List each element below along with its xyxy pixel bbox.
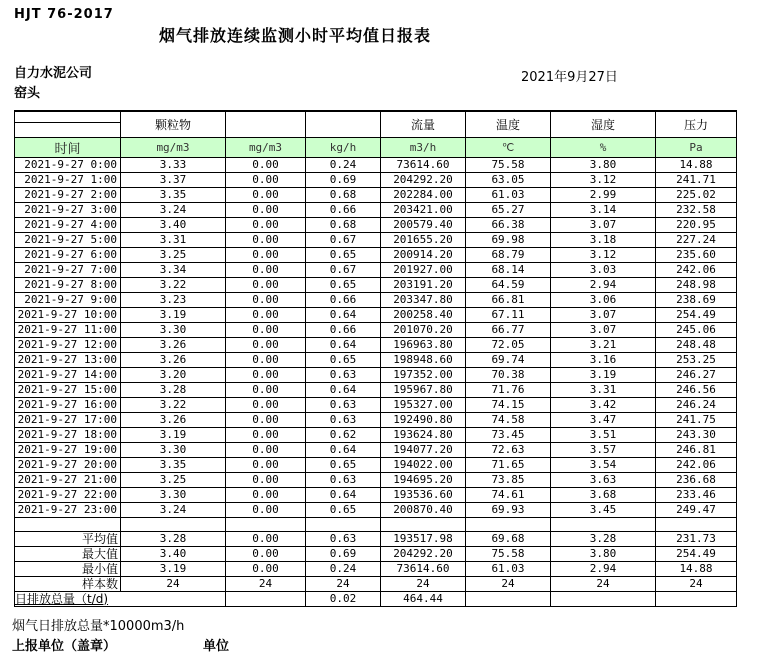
daily-total-cell: 464.44 bbox=[381, 591, 466, 606]
value-cell: 3.28 bbox=[121, 531, 226, 546]
daily-total-cell bbox=[551, 591, 656, 606]
value-cell: 3.16 bbox=[551, 352, 656, 367]
value-cell: 241.75 bbox=[656, 412, 737, 427]
table-row bbox=[15, 337, 737, 352]
value-cell: 24 bbox=[226, 576, 306, 591]
unit-label: 单位 bbox=[203, 639, 230, 654]
value-cell: 3.24 bbox=[121, 202, 226, 217]
value-cell: 3.35 bbox=[121, 187, 226, 202]
summary-label-cell: 平均值 bbox=[15, 531, 121, 546]
summary-label-cell: 样本数 bbox=[15, 576, 121, 591]
value-cell: 201070.20 bbox=[381, 322, 466, 337]
value-cell: 3.22 bbox=[121, 397, 226, 412]
unit-percent: % bbox=[551, 137, 656, 157]
value-cell: 246.81 bbox=[656, 442, 737, 457]
value-cell: 3.07 bbox=[551, 307, 656, 322]
time-cell: 2021-9-27 2:00 bbox=[15, 187, 121, 202]
value-cell: 203191.20 bbox=[381, 277, 466, 292]
value-cell: 3.57 bbox=[551, 442, 656, 457]
value-cell: 3.35 bbox=[121, 457, 226, 472]
value-cell: 3.80 bbox=[551, 546, 656, 561]
value-cell: 192490.80 bbox=[381, 412, 466, 427]
value-cell: 24 bbox=[656, 576, 737, 591]
value-cell: 201655.20 bbox=[381, 232, 466, 247]
value-cell: 227.24 bbox=[656, 232, 737, 247]
value-cell: 73614.60 bbox=[381, 157, 466, 172]
value-cell: 220.95 bbox=[656, 217, 737, 232]
value-cell: 0.66 bbox=[306, 202, 381, 217]
value-cell: 196963.80 bbox=[381, 337, 466, 352]
value-cell: 3.20 bbox=[121, 367, 226, 382]
value-cell: 3.18 bbox=[551, 232, 656, 247]
value-cell: 195327.00 bbox=[381, 397, 466, 412]
unit-header-row bbox=[15, 137, 737, 157]
page-title: 烟气排放连续监测小时平均值日报表 bbox=[159, 26, 432, 45]
table-row bbox=[15, 322, 737, 337]
value-cell: 0.69 bbox=[306, 546, 381, 561]
value-cell: 0.00 bbox=[226, 442, 306, 457]
empty-cell bbox=[551, 517, 656, 531]
value-cell: 202284.00 bbox=[381, 187, 466, 202]
value-cell: 0.00 bbox=[226, 397, 306, 412]
value-cell: 3.30 bbox=[121, 322, 226, 337]
value-cell: 198948.60 bbox=[381, 352, 466, 367]
value-cell: 242.06 bbox=[656, 457, 737, 472]
value-cell: 3.24 bbox=[121, 502, 226, 517]
time-cell: 2021-9-27 22:00 bbox=[15, 487, 121, 502]
value-cell: 0.00 bbox=[226, 232, 306, 247]
time-cell: 2021-9-27 23:00 bbox=[15, 502, 121, 517]
table-row bbox=[15, 172, 737, 187]
empty-cell bbox=[226, 517, 306, 531]
value-cell: 0.63 bbox=[306, 397, 381, 412]
value-cell: 0.00 bbox=[226, 187, 306, 202]
value-cell: 0.63 bbox=[306, 531, 381, 546]
value-cell: 3.30 bbox=[121, 442, 226, 457]
value-cell: 0.00 bbox=[226, 262, 306, 277]
value-cell: 0.00 bbox=[226, 546, 306, 561]
value-cell: 3.31 bbox=[551, 382, 656, 397]
value-cell: 0.00 bbox=[226, 202, 306, 217]
value-cell: 249.47 bbox=[656, 502, 737, 517]
value-cell: 72.63 bbox=[466, 442, 551, 457]
value-cell: 64.59 bbox=[466, 277, 551, 292]
value-cell: 3.33 bbox=[121, 157, 226, 172]
value-cell: 68.14 bbox=[466, 262, 551, 277]
time-cell: 2021-9-27 15:00 bbox=[15, 382, 121, 397]
value-cell: 3.23 bbox=[121, 292, 226, 307]
value-cell: 193517.98 bbox=[381, 531, 466, 546]
empty-cell bbox=[121, 517, 226, 531]
daily-total-cell bbox=[466, 591, 551, 606]
value-cell: 3.54 bbox=[551, 457, 656, 472]
value-cell: 245.06 bbox=[656, 322, 737, 337]
value-cell: 24 bbox=[306, 576, 381, 591]
value-cell: 3.19 bbox=[121, 561, 226, 576]
value-cell: 74.15 bbox=[466, 397, 551, 412]
value-cell: 68.79 bbox=[466, 247, 551, 262]
value-cell: 0.65 bbox=[306, 502, 381, 517]
report-date: 2021年9月27日 bbox=[521, 70, 618, 85]
table-row bbox=[15, 546, 737, 561]
value-cell: 2.94 bbox=[551, 277, 656, 292]
value-cell: 0.64 bbox=[306, 442, 381, 457]
value-cell: 203421.00 bbox=[381, 202, 466, 217]
value-cell: 24 bbox=[551, 576, 656, 591]
value-cell: 73.85 bbox=[466, 472, 551, 487]
value-cell: 0.65 bbox=[306, 352, 381, 367]
value-cell: 0.24 bbox=[306, 561, 381, 576]
value-cell: 3.25 bbox=[121, 247, 226, 262]
time-cell: 2021-9-27 6:00 bbox=[15, 247, 121, 262]
value-cell: 246.56 bbox=[656, 382, 737, 397]
time-cell: 2021-9-27 0:00 bbox=[15, 157, 121, 172]
value-cell: 3.19 bbox=[121, 427, 226, 442]
unit-mg-m3-b: mg/m3 bbox=[226, 137, 306, 157]
value-cell: 194077.20 bbox=[381, 442, 466, 457]
table-row bbox=[15, 382, 737, 397]
value-cell: 3.19 bbox=[121, 307, 226, 322]
value-cell: 3.07 bbox=[551, 322, 656, 337]
col-header-pressure: 压力 bbox=[656, 111, 737, 137]
value-cell: 194022.00 bbox=[381, 457, 466, 472]
time-cell: 2021-9-27 17:00 bbox=[15, 412, 121, 427]
table-row bbox=[15, 232, 737, 247]
value-cell: 253.25 bbox=[656, 352, 737, 367]
value-cell: 3.37 bbox=[121, 172, 226, 187]
time-cell: 2021-9-27 4:00 bbox=[15, 217, 121, 232]
table-row bbox=[15, 576, 737, 591]
value-cell: 0.00 bbox=[226, 531, 306, 546]
value-cell: 0.62 bbox=[306, 427, 381, 442]
value-cell: 0.00 bbox=[226, 292, 306, 307]
value-cell: 248.98 bbox=[656, 277, 737, 292]
value-cell: 71.65 bbox=[466, 457, 551, 472]
header-split-line bbox=[15, 112, 120, 123]
value-cell: 194695.20 bbox=[381, 472, 466, 487]
table-row bbox=[15, 262, 737, 277]
value-cell: 0.00 bbox=[226, 337, 306, 352]
value-cell: 0.63 bbox=[306, 472, 381, 487]
value-cell: 2.99 bbox=[551, 187, 656, 202]
time-cell: 2021-9-27 12:00 bbox=[15, 337, 121, 352]
company-name: 自力水泥公司 bbox=[14, 66, 93, 81]
value-cell: 69.74 bbox=[466, 352, 551, 367]
value-cell: 0.65 bbox=[306, 247, 381, 262]
value-cell: 0.63 bbox=[306, 412, 381, 427]
table-row bbox=[15, 292, 737, 307]
value-cell: 3.31 bbox=[121, 232, 226, 247]
daily-total-row bbox=[15, 591, 737, 606]
value-cell: 204292.20 bbox=[381, 546, 466, 561]
value-cell: 61.03 bbox=[466, 561, 551, 576]
monitor-point: 窑头 bbox=[14, 86, 41, 101]
value-cell: 200258.40 bbox=[381, 307, 466, 322]
value-cell: 0.65 bbox=[306, 457, 381, 472]
value-cell: 0.66 bbox=[306, 322, 381, 337]
group-header-row bbox=[15, 111, 737, 137]
empty-cell bbox=[466, 517, 551, 531]
summary-label-cell: 最小值 bbox=[15, 561, 121, 576]
value-cell: 0.00 bbox=[226, 217, 306, 232]
table-row bbox=[15, 307, 737, 322]
unit-kg-h: kg/h bbox=[306, 137, 381, 157]
time-cell: 2021-9-27 14:00 bbox=[15, 367, 121, 382]
value-cell: 69.93 bbox=[466, 502, 551, 517]
daily-total-label: 日排放总量（t/d) bbox=[15, 591, 226, 606]
time-cell: 2021-9-27 1:00 bbox=[15, 172, 121, 187]
value-cell: 74.58 bbox=[466, 412, 551, 427]
value-cell: 0.00 bbox=[226, 172, 306, 187]
value-cell: 243.30 bbox=[656, 427, 737, 442]
daily-total-cell bbox=[226, 591, 306, 606]
value-cell: 0.64 bbox=[306, 337, 381, 352]
value-cell: 3.28 bbox=[121, 382, 226, 397]
table-row bbox=[15, 472, 737, 487]
table-row bbox=[15, 187, 737, 202]
table-row bbox=[15, 157, 737, 172]
value-cell: 0.24 bbox=[306, 157, 381, 172]
time-cell: 2021-9-27 9:00 bbox=[15, 292, 121, 307]
value-cell: 0.63 bbox=[306, 367, 381, 382]
value-cell: 232.58 bbox=[656, 202, 737, 217]
time-cell: 2021-9-27 8:00 bbox=[15, 277, 121, 292]
value-cell: 203347.80 bbox=[381, 292, 466, 307]
value-cell: 0.64 bbox=[306, 382, 381, 397]
value-cell: 3.22 bbox=[121, 277, 226, 292]
value-cell: 200914.20 bbox=[381, 247, 466, 262]
value-cell: 63.05 bbox=[466, 172, 551, 187]
value-cell: 0.68 bbox=[306, 217, 381, 232]
table-row bbox=[15, 502, 737, 517]
value-cell: 3.40 bbox=[121, 546, 226, 561]
value-cell: 201927.00 bbox=[381, 262, 466, 277]
time-cell: 2021-9-27 20:00 bbox=[15, 457, 121, 472]
value-cell: 72.05 bbox=[466, 337, 551, 352]
value-cell: 3.30 bbox=[121, 487, 226, 502]
unit-mg-m3-a: mg/m3 bbox=[121, 137, 226, 157]
time-label: 时间 bbox=[15, 137, 121, 157]
value-cell: 66.77 bbox=[466, 322, 551, 337]
empty-cell bbox=[306, 517, 381, 531]
time-cell: 2021-9-27 18:00 bbox=[15, 427, 121, 442]
col-header-flow: 流量 bbox=[381, 111, 466, 137]
daily-total-cell: 0.02 bbox=[306, 591, 381, 606]
value-cell: 61.03 bbox=[466, 187, 551, 202]
value-cell: 254.49 bbox=[656, 307, 737, 322]
value-cell: 0.00 bbox=[226, 561, 306, 576]
value-cell: 0.00 bbox=[226, 457, 306, 472]
table-row bbox=[15, 217, 737, 232]
time-cell: 2021-9-27 16:00 bbox=[15, 397, 121, 412]
value-cell: 0.68 bbox=[306, 187, 381, 202]
value-cell: 66.81 bbox=[466, 292, 551, 307]
value-cell: 3.42 bbox=[551, 397, 656, 412]
value-cell: 235.60 bbox=[656, 247, 737, 262]
value-cell: 3.63 bbox=[551, 472, 656, 487]
value-cell: 3.06 bbox=[551, 292, 656, 307]
value-cell: 3.80 bbox=[551, 157, 656, 172]
value-cell: 236.68 bbox=[656, 472, 737, 487]
value-cell: 67.11 bbox=[466, 307, 551, 322]
time-cell: 2021-9-27 10:00 bbox=[15, 307, 121, 322]
col-header-blank-2 bbox=[306, 111, 381, 137]
summary-label-cell: 最大值 bbox=[15, 546, 121, 561]
value-cell: 73.45 bbox=[466, 427, 551, 442]
value-cell: 3.14 bbox=[551, 202, 656, 217]
time-cell: 2021-9-27 21:00 bbox=[15, 472, 121, 487]
value-cell: 246.24 bbox=[656, 397, 737, 412]
value-cell: 24 bbox=[466, 576, 551, 591]
table-row bbox=[15, 412, 737, 427]
value-cell: 3.40 bbox=[121, 217, 226, 232]
value-cell: 71.76 bbox=[466, 382, 551, 397]
value-cell: 0.00 bbox=[226, 487, 306, 502]
value-cell: 14.88 bbox=[656, 561, 737, 576]
daily-total-cell bbox=[656, 591, 737, 606]
value-cell: 3.26 bbox=[121, 337, 226, 352]
value-cell: 3.47 bbox=[551, 412, 656, 427]
value-cell: 193624.80 bbox=[381, 427, 466, 442]
value-cell: 242.06 bbox=[656, 262, 737, 277]
value-cell: 241.71 bbox=[656, 172, 737, 187]
value-cell: 3.21 bbox=[551, 337, 656, 352]
table-row bbox=[15, 202, 737, 217]
value-cell: 0.00 bbox=[226, 322, 306, 337]
value-cell: 3.45 bbox=[551, 502, 656, 517]
time-cell: 2021-9-27 7:00 bbox=[15, 262, 121, 277]
value-cell: 65.27 bbox=[466, 202, 551, 217]
empty-cell bbox=[15, 517, 121, 531]
value-cell: 231.73 bbox=[656, 531, 737, 546]
col-header-temperature: 温度 bbox=[466, 111, 551, 137]
report-table bbox=[14, 110, 737, 607]
value-cell: 0.00 bbox=[226, 472, 306, 487]
value-cell: 204292.20 bbox=[381, 172, 466, 187]
value-cell: 200870.40 bbox=[381, 502, 466, 517]
value-cell: 66.38 bbox=[466, 217, 551, 232]
value-cell: 24 bbox=[381, 576, 466, 591]
value-cell: 3.26 bbox=[121, 352, 226, 367]
value-cell: 0.00 bbox=[226, 307, 306, 322]
value-cell: 0.64 bbox=[306, 307, 381, 322]
value-cell: 74.61 bbox=[466, 487, 551, 502]
value-cell: 233.46 bbox=[656, 487, 737, 502]
time-cell: 2021-9-27 19:00 bbox=[15, 442, 121, 457]
table-row bbox=[15, 531, 737, 546]
value-cell: 195967.80 bbox=[381, 382, 466, 397]
value-cell: 75.58 bbox=[466, 157, 551, 172]
value-cell: 3.25 bbox=[121, 472, 226, 487]
value-cell: 0.67 bbox=[306, 232, 381, 247]
value-cell: 0.00 bbox=[226, 352, 306, 367]
table-row bbox=[15, 397, 737, 412]
value-cell: 248.48 bbox=[656, 337, 737, 352]
table-row bbox=[15, 487, 737, 502]
time-cell: 2021-9-27 13:00 bbox=[15, 352, 121, 367]
value-cell: 0.69 bbox=[306, 172, 381, 187]
table-row bbox=[15, 442, 737, 457]
value-cell: 24 bbox=[121, 576, 226, 591]
value-cell: 0.00 bbox=[226, 382, 306, 397]
time-cell: 2021-9-27 11:00 bbox=[15, 322, 121, 337]
col-header-blank-1 bbox=[226, 111, 306, 137]
value-cell: 225.02 bbox=[656, 187, 737, 202]
value-cell: 3.68 bbox=[551, 487, 656, 502]
empty-cell bbox=[656, 517, 737, 531]
value-cell: 75.58 bbox=[466, 546, 551, 561]
value-cell: 246.27 bbox=[656, 367, 737, 382]
table-row bbox=[15, 561, 737, 576]
value-cell: 0.00 bbox=[226, 367, 306, 382]
value-cell: 69.68 bbox=[466, 531, 551, 546]
value-cell: 3.26 bbox=[121, 412, 226, 427]
value-cell: 0.65 bbox=[306, 277, 381, 292]
flow-total-note: 烟气日排放总量*10000m3/h bbox=[12, 619, 185, 634]
spacer-row bbox=[15, 517, 737, 531]
value-cell: 69.98 bbox=[466, 232, 551, 247]
value-cell: 14.88 bbox=[656, 157, 737, 172]
value-cell: 0.00 bbox=[226, 427, 306, 442]
value-cell: 73614.60 bbox=[381, 561, 466, 576]
table-row bbox=[15, 367, 737, 382]
value-cell: 2.94 bbox=[551, 561, 656, 576]
unit-celsius: ℃ bbox=[466, 137, 551, 157]
table-row bbox=[15, 427, 737, 442]
unit-m3-h: m3/h bbox=[381, 137, 466, 157]
value-cell: 3.12 bbox=[551, 247, 656, 262]
value-cell: 3.28 bbox=[551, 531, 656, 546]
value-cell: 197352.00 bbox=[381, 367, 466, 382]
value-cell: 238.69 bbox=[656, 292, 737, 307]
table-row bbox=[15, 352, 737, 367]
col-header-humidity: 湿度 bbox=[551, 111, 656, 137]
table-row bbox=[15, 247, 737, 262]
value-cell: 70.38 bbox=[466, 367, 551, 382]
value-cell: 0.67 bbox=[306, 262, 381, 277]
col-header-particulate: 颗粒物 bbox=[121, 111, 226, 137]
value-cell: 0.00 bbox=[226, 412, 306, 427]
value-cell: 0.00 bbox=[226, 502, 306, 517]
value-cell: 0.00 bbox=[226, 157, 306, 172]
time-cell: 2021-9-27 3:00 bbox=[15, 202, 121, 217]
value-cell: 0.00 bbox=[226, 277, 306, 292]
value-cell: 3.34 bbox=[121, 262, 226, 277]
value-cell: 200579.40 bbox=[381, 217, 466, 232]
table-row bbox=[15, 457, 737, 472]
value-cell: 3.12 bbox=[551, 172, 656, 187]
unit-pa: Pa bbox=[656, 137, 737, 157]
value-cell: 3.19 bbox=[551, 367, 656, 382]
value-cell: 193536.60 bbox=[381, 487, 466, 502]
empty-cell bbox=[381, 517, 466, 531]
value-cell: 3.51 bbox=[551, 427, 656, 442]
value-cell: 254.49 bbox=[656, 546, 737, 561]
standard-number: HJT 76-2017 bbox=[14, 7, 114, 22]
report-org-label: 上报单位（盖章） bbox=[12, 639, 117, 654]
value-cell: 3.03 bbox=[551, 262, 656, 277]
value-cell: 0.66 bbox=[306, 292, 381, 307]
value-cell: 0.64 bbox=[306, 487, 381, 502]
time-header-cell bbox=[15, 111, 121, 137]
value-cell: 3.07 bbox=[551, 217, 656, 232]
value-cell: 0.00 bbox=[226, 247, 306, 262]
time-cell: 2021-9-27 5:00 bbox=[15, 232, 121, 247]
table-row bbox=[15, 277, 737, 292]
